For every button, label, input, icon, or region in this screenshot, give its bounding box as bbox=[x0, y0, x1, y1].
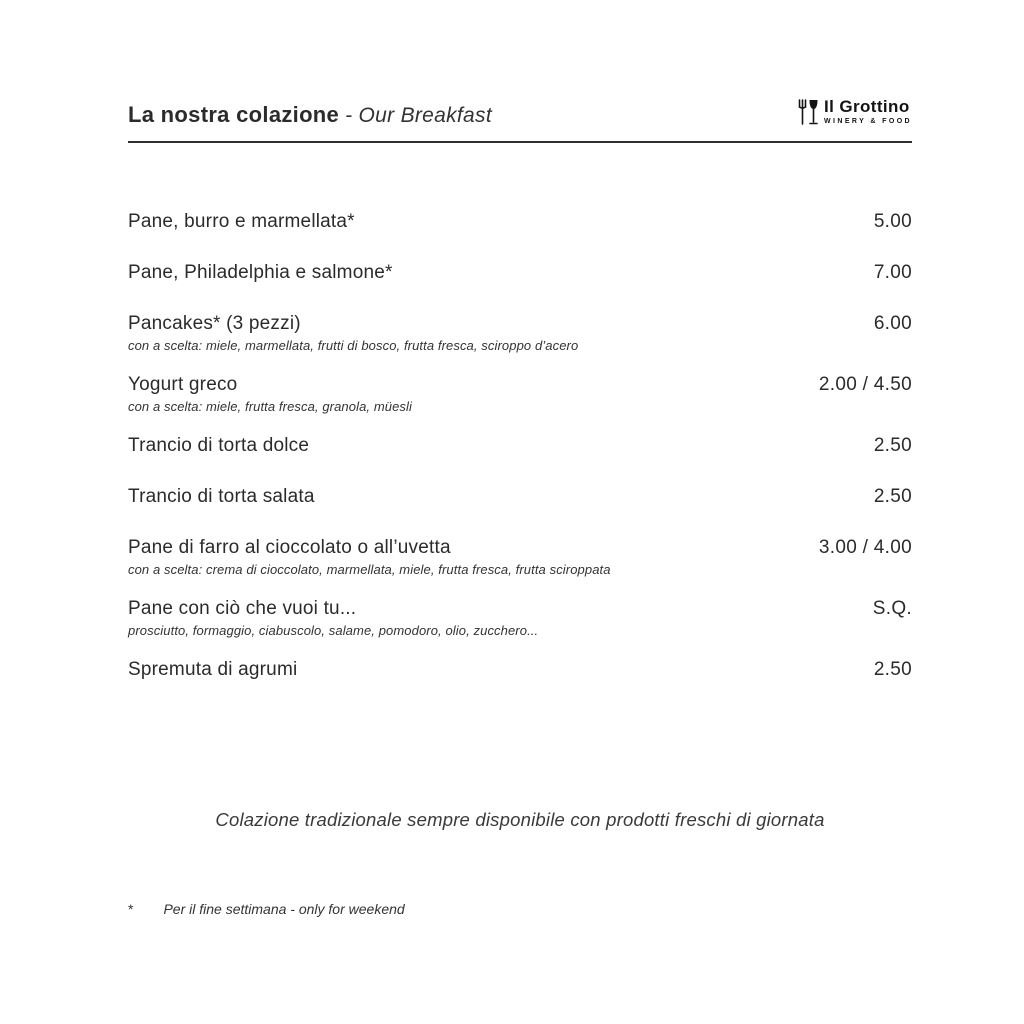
menu-item-row bbox=[128, 435, 912, 457]
menu-item-name: Pancakes* (3 pezzi) bbox=[128, 313, 301, 334]
menu-item-price: S.Q. bbox=[872, 598, 912, 619]
menu-item-price: 2.50 bbox=[873, 486, 912, 507]
menu-item-subtitle: con a scelta: miele, marmellata, frutti di bosco, frutta fresca, sciroppo d’acero bbox=[128, 338, 579, 353]
menu-item-name: Pane, Philadelphia e salmone* bbox=[128, 262, 393, 283]
menu-item-price: 2.50 bbox=[873, 435, 912, 456]
fork-and-wine-glass-icon bbox=[797, 98, 819, 126]
menu-item-row bbox=[128, 262, 912, 284]
menu-items bbox=[128, 211, 912, 681]
menu-item-subtitle: prosciutto, formaggio, ciabuscolo, salame, pomodoro, olio, zucchero... bbox=[128, 623, 539, 638]
menu-item-row bbox=[128, 598, 912, 638]
menu-item-row bbox=[128, 374, 912, 414]
menu-item-name: Trancio di torta dolce bbox=[128, 435, 310, 456]
menu-item-price: 2.50 bbox=[873, 659, 912, 680]
page-title-translation: - Our Breakfast bbox=[345, 104, 492, 127]
page-title bbox=[128, 102, 492, 128]
menu-item-name: Pane di farro al cioccolato o all’uvetta bbox=[128, 537, 451, 558]
menu-item-row bbox=[128, 313, 912, 353]
menu-item-row bbox=[128, 659, 912, 681]
menu-item-name: Pane, burro e marmellata* bbox=[128, 211, 355, 232]
brand-tagline: WINERY & FOOD bbox=[824, 118, 912, 125]
menu-item-row bbox=[128, 537, 912, 577]
menu-item-price: 3.00 / 4.00 bbox=[818, 537, 912, 558]
availability-note: Colazione tradizionale sempre disponibile con prodotti freschi di giornata bbox=[215, 809, 825, 830]
menu-item-subtitle: con a scelta: miele, frutta fresca, granola, müesli bbox=[128, 399, 413, 414]
menu-item-name: Trancio di torta salata bbox=[128, 486, 315, 507]
menu-item-name: Spremuta di agrumi bbox=[128, 659, 298, 680]
footnote-asterisk: * bbox=[128, 901, 134, 917]
weekend-footnote bbox=[128, 901, 912, 917]
menu-item-price: 5.00 bbox=[873, 211, 912, 232]
menu-item-name: Pane con ciò che vuoi tu... bbox=[128, 598, 357, 619]
page-title-main: La nostra colazione bbox=[128, 102, 340, 127]
header bbox=[128, 98, 912, 143]
brand-logo bbox=[797, 98, 912, 128]
menu-item-row bbox=[128, 486, 912, 508]
menu-item-price: 7.00 bbox=[873, 262, 912, 283]
brand-name: Il Grottino bbox=[824, 97, 910, 116]
menu-item-name: Yogurt greco bbox=[128, 374, 238, 395]
menu-item-price: 2.00 / 4.50 bbox=[818, 374, 912, 395]
menu-item-price: 6.00 bbox=[873, 313, 912, 334]
menu-item-row bbox=[128, 211, 912, 233]
footnote-text: Per il fine settimana - only for weekend bbox=[163, 901, 405, 917]
menu-item-subtitle: con a scelta: crema di cioccolato, marmellata, miele, frutta fresca, frutta sciroppata bbox=[128, 562, 611, 577]
brand-logo-text bbox=[824, 98, 912, 125]
